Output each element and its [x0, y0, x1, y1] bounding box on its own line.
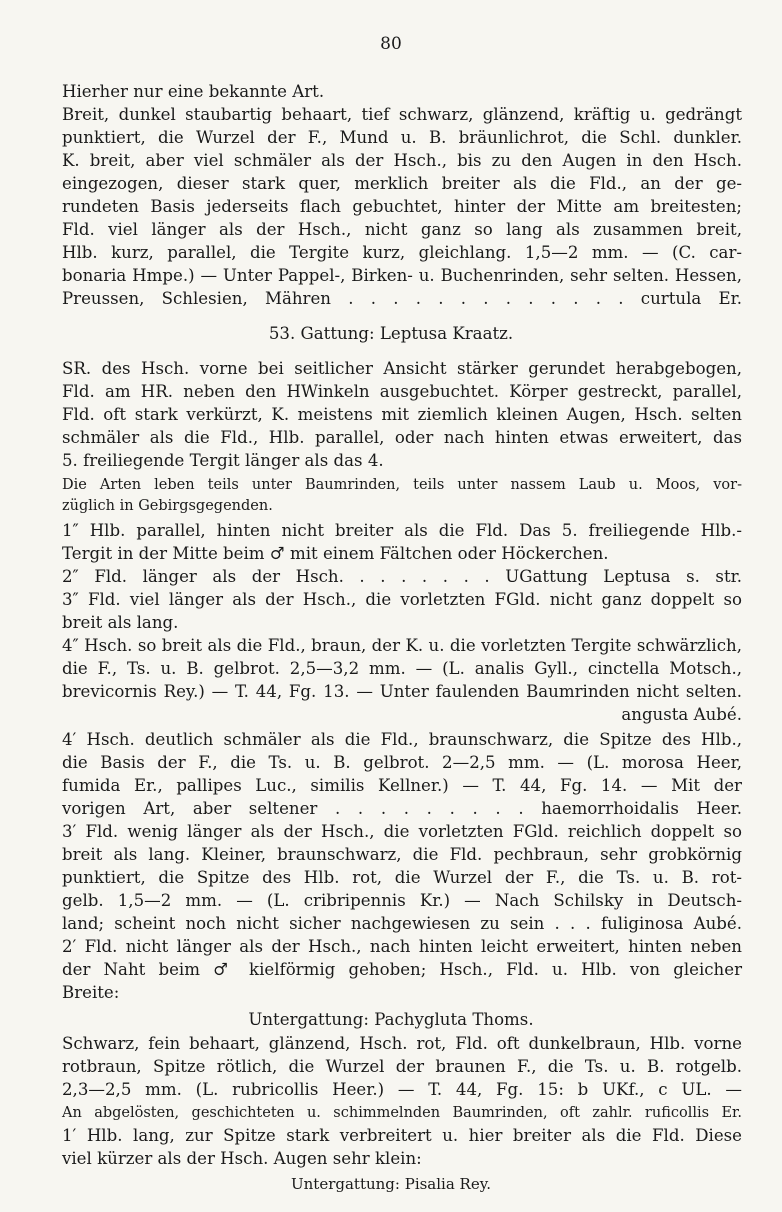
subgenus-heading: Untergattung: Pisalia Rey. — [291, 1175, 491, 1193]
key-line: 2′ Fld. nicht länger als der Hsch., nach hinten leicht erweitert, hinten neben — [62, 937, 742, 956]
text-line: rundeten Basis jederseits flach gebuchtet, hinter der Mitte am breitesten; — [62, 197, 742, 216]
page-number: 80 — [380, 34, 402, 54]
text-line: bonaria Hmpe.) — Unter Pappel-, Birken- u. Buchenrinden, sehr selten. Hessen, — [62, 266, 742, 285]
genus-heading: 53. Gattung: Leptusa Kraatz. — [268, 324, 514, 343]
key-line: fumida Er., pallipes Luc., similis Kellner.) — T. 44, Fg. 14. — Mit der — [62, 776, 742, 795]
key-line: die F., Ts. u. B. gelbrot. 2,5—3,2 mm. — (L. analis Gyll., cinctella Motsch., — [62, 659, 742, 678]
key-line: die Basis der F., die Ts. u. B. gelbrot. 2—2,5 mm. — (L. morosa Heer, — [62, 753, 742, 772]
text-line-small: Die Arten leben teils unter Baumrinden, teils unter nassem Laub u. Moos, vor- — [62, 477, 742, 493]
text-line: 2,3—2,5 mm. (L. rubricollis Heer.) — T. 44, Fg. 15: b UKf., c UL. — — [62, 1080, 742, 1099]
text-line: Fld. viel länger als der Hsch., nicht ganz so lang als zusammen breit, — [62, 220, 742, 239]
key-line: vorigen Art, aber seltener . . . . . . . . . haemorrhoidalis Heer. — [62, 799, 742, 818]
key-line: 4″ Hsch. so breit als die Fld., braun, der K. u. die vorletzten Tergite schwärzlich, — [62, 636, 742, 655]
text-line: schmäler als die Fld., Hlb. parallel, oder nach hinten etwas erweitert, das — [62, 428, 742, 447]
key-line: 1′ Hlb. lang, zur Spitze stark verbreitert u. hier breiter als die Fld. Diese — [62, 1126, 742, 1145]
key-line: breit als lang. — [62, 613, 179, 632]
key-line: 3′ Fld. wenig länger als der Hsch., die vorletzten FGld. reichlich doppelt so — [62, 822, 742, 841]
text-line: 5. freiliegende Tergit länger als das 4. — [62, 451, 384, 470]
text-line: Fld. am HR. neben den HWinkeln ausgebuchtet. Körper gestreckt, parallel, — [62, 382, 742, 401]
text-line: Schwarz, fein behaart, glänzend, Hsch. rot, Fld. oft dunkelbraun, Hlb. vorne — [62, 1034, 742, 1053]
key-line: 3″ Fld. viel länger als der Hsch., die vorletzten FGld. nicht ganz doppelt so — [62, 590, 742, 609]
key-line: gelb. 1,5—2 mm. — (L. cribripennis Kr.) — Nach Schilsky in Deutsch- — [62, 891, 742, 910]
text-line: SR. des Hsch. vorne bei seitlicher Ansicht stärker gerundet herabgebogen, — [62, 359, 742, 378]
key-line: brevicornis Rey.) — T. 44, Fg. 13. — Unter faulenden Baumrinden nicht selten. — [62, 682, 742, 701]
text-line: Breit, dunkel staubartig behaart, tief schwarz, glänzend, kräftig u. gedrängt — [62, 105, 742, 124]
text-line: rotbraun, Spitze rötlich, die Wurzel der braunen F., die Ts. u. B. rotgelb. — [62, 1057, 742, 1076]
subgenus-heading: Untergattung: Pachygluta Thoms. — [248, 1010, 534, 1029]
text-line: punktiert, die Wurzel der F., Mund u. B. bräunlichrot, die Schl. dunkler. — [62, 128, 742, 147]
key-line: viel kürzer als der Hsch. Augen sehr klein: — [62, 1149, 422, 1168]
key-line: 4′ Hsch. deutlich schmäler als die Fld., braunschwarz, die Spitze des Hlb., — [62, 730, 742, 749]
text-line-small: züglich in Gebirgsgegenden. — [62, 498, 273, 514]
species-name: angusta Aubé. — [621, 705, 742, 724]
key-line: Breite: — [62, 983, 120, 1002]
key-line: 1″ Hlb. parallel, hinten nicht breiter als die Fld. Das 5. freiliegende Hlb.- — [62, 521, 742, 540]
text-line: Hlb. kurz, parallel, die Tergite kurz, gleichlang. 1,5—2 mm. — (C. car- — [62, 243, 742, 262]
key-line: Tergit in der Mitte beim ♂ mit einem Fältchen oder Höckerchen. — [62, 544, 609, 563]
key-line: breit als lang. Kleiner, braunschwarz, die Fld. pechbraun, sehr grobkörnig — [62, 845, 742, 864]
key-line: der Naht beim ♂ kielförmig gehoben; Hsch., Fld. u. Hlb. von gleicher — [62, 960, 742, 979]
text-line: eingezogen, dieser stark quer, merklich breiter als die Fld., an der ge- — [62, 174, 742, 193]
text-line: K. breit, aber viel schmäler als der Hsch., bis zu den Augen in den Hsch. — [62, 151, 742, 170]
text-line: Fld. oft stark verkürzt, K. meistens mit ziemlich kleinen Augen, Hsch. selten — [62, 405, 742, 424]
key-line: 2″ Fld. länger als der Hsch. . . . . . . . UGattung Leptusa s. str. — [62, 567, 742, 586]
text-line: An abgelösten, geschichteten u. schimmelnden Baumrinden, oft zahlr. ruficollis Er. — [62, 1105, 742, 1121]
key-line: punktiert, die Spitze des Hlb. rot, die Wurzel der F., die Ts. u. B. rot- — [62, 868, 742, 887]
key-line: land; scheint noch nicht sicher nachgewiesen zu sein . . . fuliginosa Aubé. — [62, 914, 742, 933]
text-line: Preussen, Schlesien, Mähren . . . . . . . . . . . . . curtula Er. — [62, 289, 742, 308]
text-line: Hierher nur eine bekannte Art. — [62, 82, 325, 101]
